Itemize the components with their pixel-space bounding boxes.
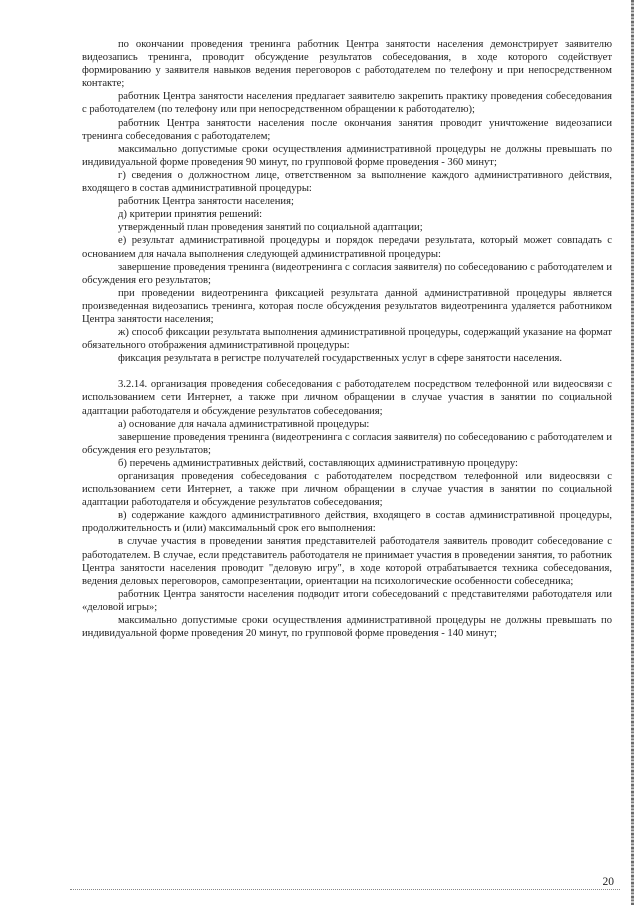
paragraph: работник Центра занятости населения предлагает заявителю закрепить практику проведения собеседования с работодателем (по телефону или при непосредственном обращении к работодателю); xyxy=(82,91,612,116)
paragraph: в случае участия в проведении занятия представителей работодателя заявитель проводит собеседование с работодателем. В случае, если представитель работодателя не принимает участия в проведении занятия, то работник Центра занятости населения проводит "деловую игру", в ходе которой отрабатывается техника собеседования, ведения деловых переговоров, самопрезентации, ориентации на психологические особенности собеседника; xyxy=(82,536,612,587)
paragraph: д) критерии принятия решений: xyxy=(118,209,263,221)
paragraph: е) результат административной процедуры и порядок передачи результата, который может совпадать с основанием для начала выполнения следующей административной процедуры: xyxy=(82,235,612,260)
paragraph: б) перечень административных действий, составляющих административную процедуру: xyxy=(118,457,518,469)
paragraph: в) содержание каждого административного действия, входящего в состав административной процедуры, продолжительность и (или) максимальный срок его выполнения: xyxy=(82,510,612,535)
page-number: 20 xyxy=(602,876,614,888)
scan-edge-bottom xyxy=(70,889,620,891)
paragraph: фиксация результата в регистре получателей государственных услуг в сфере занятости населения. xyxy=(118,353,563,365)
paragraph: ж) способ фиксации результата выполнения административной процедуры, содержащий указание на формат обязательного отображения административной процедуры: xyxy=(82,327,612,352)
paragraph: работник Центра занятости населения подводит итоги собеседований с представителями работодателя или «деловой игры»; xyxy=(82,588,612,613)
document-body xyxy=(82,38,612,640)
section-heading-paragraph: 3.2.14. организация проведения собеседования с работодателем посредством телефонной или видеосвязи с использованием сети Интернет, а также при личном обращении в случае участия в занятии по социальной адаптации работодателя и обсуждение результатов собеседования; xyxy=(82,379,612,417)
paragraph: г) сведения о должностном лице, ответственном за выполнение каждого административного действия, входящего в состав административной процедуры: xyxy=(82,169,612,195)
paragraph: работник Центра занятости населения после окончания занятия проводит уничтожение видеозаписи тренинга собеседования с работодателем; xyxy=(82,117,612,142)
paragraph: завершение проведения тренинга (видеотренинга с согласия заявителя) по собеседованию с работодателем и обсуждения его результатов; xyxy=(82,261,612,286)
paragraph: а) основание для начала административной процедуры: xyxy=(118,418,370,430)
paragraph: организация проведения собеседования с работодателем посредством телефонной или видеосвязи с использованием сети Интернет, а также при личном обращении в случае участия в занятии по социальной адаптации работодателя и обсуждение результатов собеседования; xyxy=(82,471,612,509)
scan-edge-right xyxy=(631,0,634,905)
paragraph: по окончании проведения тренинга работник Центра занятости населения демонстрирует заявителю видеозапись тренинга, проводит обсуждение результатов собеседования, в ходе которого содействует формированию у заявителя навыков ведения переговоров с работодателем по телефону и при непосредственном контакте; xyxy=(82,39,612,90)
paragraph: максимально допустимые сроки осуществления административной процедуры не должны превышать по индивидуальной форме проведения 90 минут, по групповой форме проведения - 360 минут; xyxy=(82,143,612,168)
paragraph: при проведении видеотренинга фиксацией результата данной административной процедуры является произведенная видеозапись тренинга, которая после обсуждения результатов видеотренинга удаляется работником Центра занятости населения; xyxy=(82,287,612,325)
paragraph: утвержденный план проведения занятий по социальной адаптации; xyxy=(118,222,423,234)
paragraph: максимально допустимые сроки осуществления административной процедуры не должны превышать по индивидуальной форме проведения 20 минут, по групповой форме проведения - 140 минут; xyxy=(82,615,612,640)
paragraph: работник Центра занятости населения; xyxy=(118,196,294,208)
paragraph: завершение проведения тренинга (видеотренинга с согласия заявителя) по собеседованию с работодателем и обсуждения его результатов; xyxy=(82,431,612,456)
